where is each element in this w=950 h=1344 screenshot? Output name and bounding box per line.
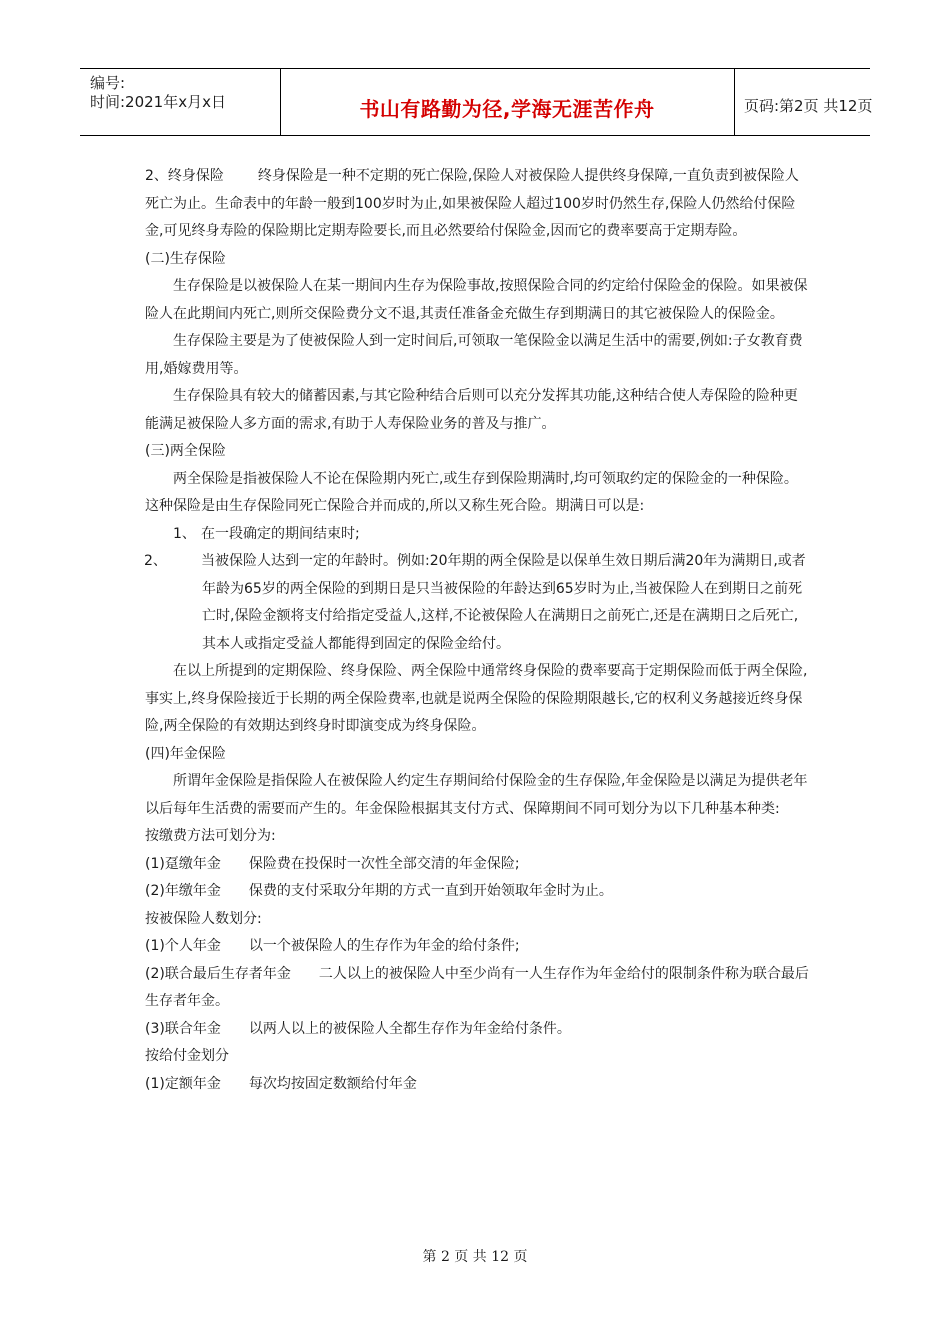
section-heading-survival: (二)生存保险 (145, 250, 226, 267)
subheading: 按被保险人数划分: (145, 910, 262, 927)
list-text: 当被保险人达到一定的年龄时。例如:20年期的两全保险是以保单生效日期后满20年为满期日,或者年龄为65岁的两全保险的到期日是只当被保险的年龄达到65岁时为止,当被保险人在到期日之前死亡时,保险金额将支付给指定受益人,这样,不论被保险人在满期日之前死亡,还是在满期日之后死亡,其本人或指定受益人都能得到固定的保险金给付。 (201, 553, 806, 652)
definition-text: 保费的支付采取分年期的方式一直到开始领取年金时为止。 (248, 883, 613, 899)
definition-item (145, 933, 810, 961)
list-number: 2、 (144, 553, 167, 569)
definition-label: (1)趸缴年金 (145, 855, 221, 872)
motto: 书山有路勤为径,学海无涯苦作舟 (359, 97, 655, 121)
paragraph: 两全保险是指被保险人不论在保险期内死亡,或生存到保险期满时,均可领取约定的保险金的一种保险。这种保险是由生存保险同死亡保险合并而成的,所以又称生死合险。期满日可以是: (145, 470, 798, 514)
definition-label: (1)个人年金 (145, 938, 221, 954)
definition-text: 每次均按固定数额给付年金 (248, 1075, 417, 1092)
definition-item (145, 851, 810, 879)
paragraph: 在以上所提到的定期保险、终身保险、两全保险中通常终身保险的费率要高于定期保险而低于两全保险,事实上,终身保险接近于长期的两全保险费率,也就是说两全保险的保险期限越长,它的权利义务越接近终身保险,两全保险的有效期达到终身时即演变成为终身保险。 (145, 663, 808, 734)
definition-label: (3)联合年金 (145, 1020, 221, 1037)
definition-item (145, 878, 810, 906)
paragraph: 生存保险具有较大的储蓄因素,与其它险种结合后则可以充分发挥其功能,这种结合使人寿保险的险种更能满足被保险人多方面的需求,有助于人寿保险业务的普及与推广。 (145, 388, 798, 432)
definition-item (145, 1071, 810, 1099)
definition-item (145, 961, 810, 1016)
list-item (145, 548, 810, 658)
definition-label: (2)年缴年金 (145, 883, 221, 899)
subheading: 按缴费方法可划分为: (145, 828, 276, 844)
list-number: 1、 (173, 525, 196, 542)
paragraph-text: 终身保险是一种不定期的死亡保险,保险人对被保险人提供终身保障,一直负责到被保险人死亡为止。生命表中的年龄一般到100岁时为止,如果被保险人超过100岁时仍然生存,保险人仍然给付保险金,可见终身寿险的保险期比定期寿险要长,而且必然要给付保险金,因而它的费率要高于定期寿险。 (145, 168, 799, 239)
page-info: 页码:第2页 共12页 (744, 97, 873, 115)
page-header (80, 68, 873, 136)
paragraph-label: 2、终身保险 (145, 168, 224, 184)
number-label: 编号: (90, 74, 126, 92)
list-text: 在一段确定的期间结束时; (201, 525, 360, 542)
page-footer: 第 2 页 共 12 页 (422, 1249, 528, 1265)
header-page-cell (734, 69, 873, 135)
definition-text: 以一个被保险人的生存作为年金的给付条件; (248, 938, 520, 954)
list-item (145, 521, 810, 549)
definition-label: (1)定额年金 (145, 1075, 221, 1092)
document-body (145, 163, 810, 1098)
definition-text: 二人以上的被保险人中至少尚有一人生存作为年金给付的限制条件称为联合最后生存者年金。 (145, 965, 809, 1009)
section-heading-annuity: (四)年金保险 (145, 745, 226, 762)
paragraph: 生存保险是以被保险人在某一期间内生存为保险事故,按照保险合同的约定给付保险金的保险。如果被保险人在此期间内死亡,则所交保险费分文不退,其责任准备金充做生存到期满日的其它被保险人的保险金。 (145, 278, 808, 322)
definition-label: (2)联合最后生存者年金 (145, 965, 291, 982)
definition-text: 以两人以上的被保险人全都生存作为年金给付条件。 (248, 1020, 571, 1037)
definition-item (145, 1016, 810, 1044)
definition-text: 保险费在投保时一次性全部交清的年金保险; (248, 855, 520, 872)
paragraph-whole-life (145, 163, 810, 246)
paragraph: 所谓年金保险是指保险人在被保险人约定生存期间给付保险金的生存保险,年金保险是以满足为提供老年以后每年生活费的需要而产生的。年金保险根据其支付方式、保障期间不同可划分为以下几种基本种类: (145, 773, 808, 817)
paragraph: 生存保险主要是为了使被保险人到一定时间后,可领取一笔保险金以满足生活中的需要,例如:子女教育费用,婚嫁费用等。 (145, 333, 803, 377)
section-heading-endowment: (三)两全保险 (145, 443, 226, 459)
subheading: 按给付金划分 (145, 1048, 229, 1064)
time-label: 时间:2021年x月x日 (90, 93, 226, 111)
header-motto-cell (280, 69, 735, 135)
header-meta (80, 69, 281, 135)
